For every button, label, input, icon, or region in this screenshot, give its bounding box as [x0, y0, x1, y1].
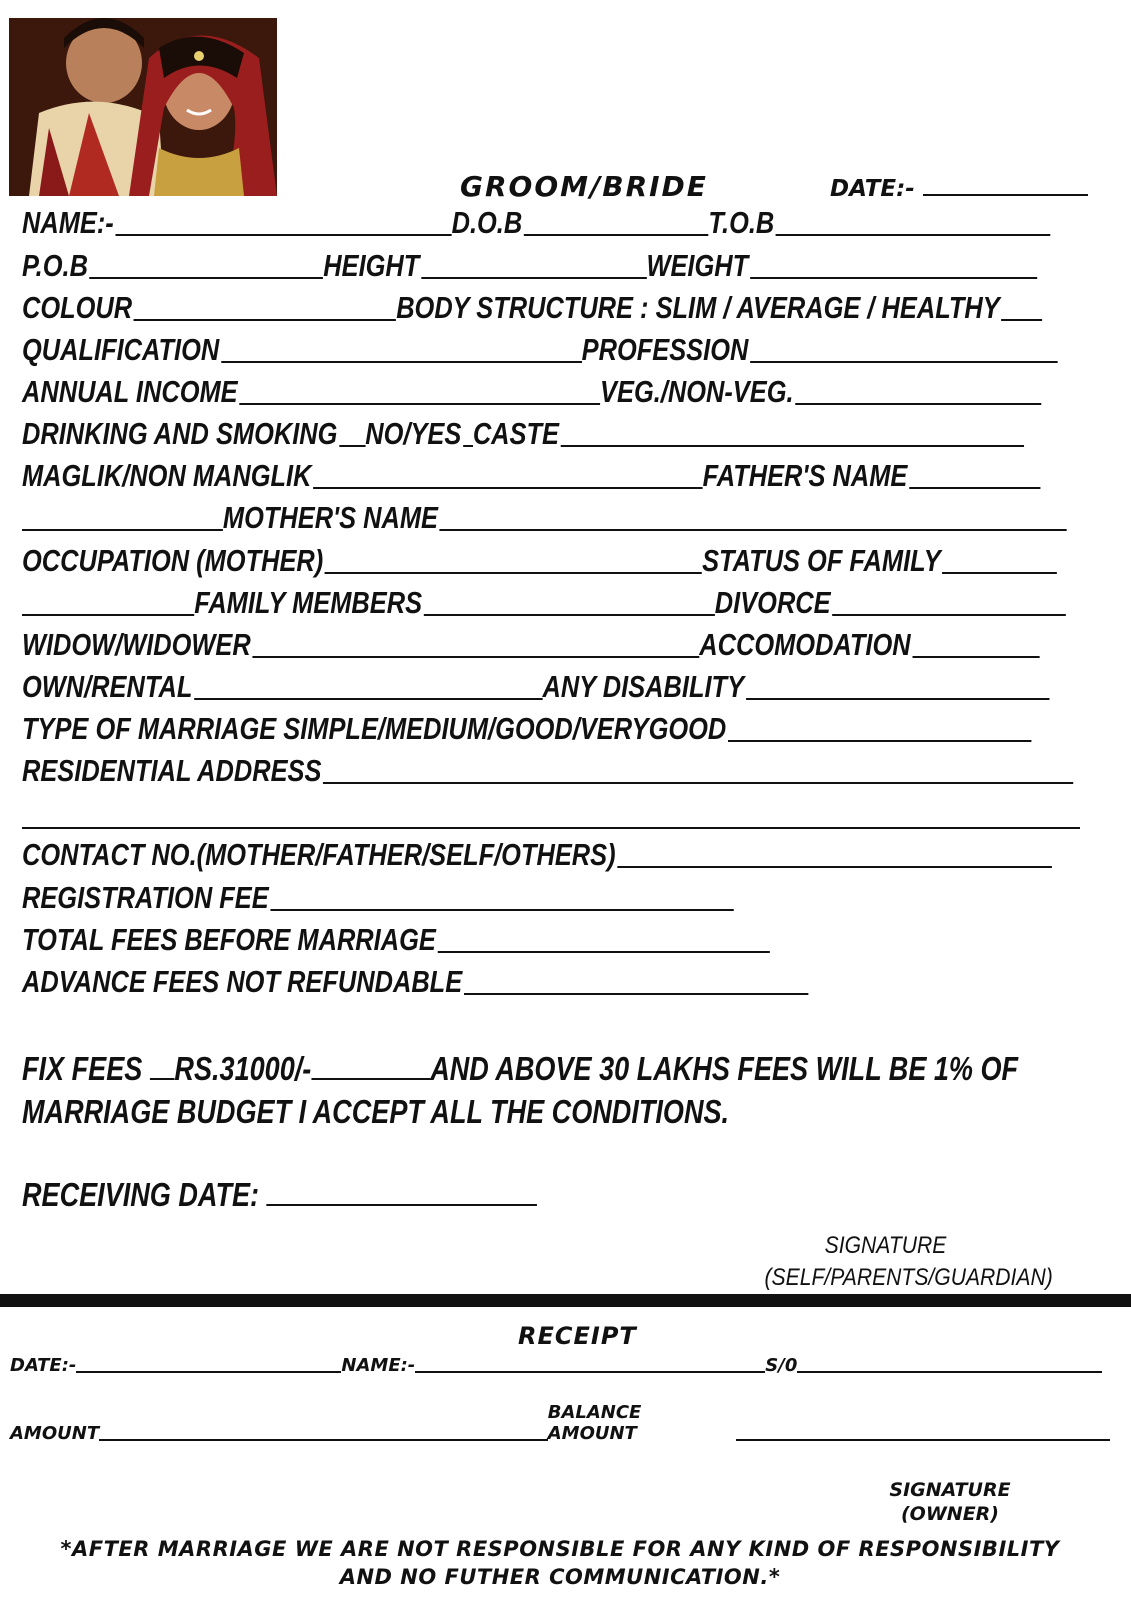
terms-line1-rest: AND ABOVE 30 LAKHS FEES WILL BE 1% OF: [430, 1050, 1019, 1087]
date-label: DATE:-: [830, 176, 915, 202]
row-drinking: [22, 417, 1104, 451]
form-date: [830, 176, 1088, 202]
drinking-blank[interactable]: [339, 419, 365, 447]
receipt-so-label: S/0: [765, 1355, 798, 1376]
row-advance-fees: [22, 965, 1104, 999]
receipt-date-field[interactable]: [76, 1357, 341, 1373]
divorce-field[interactable]: [832, 588, 1066, 616]
receipt-balance-field[interactable]: [736, 1425, 1110, 1441]
fix-fees-label: FIX FEES: [22, 1050, 143, 1087]
qualification-field[interactable]: [221, 335, 582, 363]
row-name: [22, 206, 1104, 240]
pob-field[interactable]: [90, 251, 324, 279]
address-label: RESIDENTIAL ADDRESS: [22, 753, 322, 788]
registration-fee-label: REGISTRATION FEE: [22, 880, 269, 915]
total-fees-field[interactable]: [437, 925, 769, 953]
family-members-field[interactable]: [424, 588, 715, 616]
receipt-amount-label: AMOUNT: [10, 1423, 100, 1444]
status-family-field-cont[interactable]: [22, 588, 194, 616]
accomodation-field[interactable]: [912, 630, 1039, 658]
owner-signature-label: SIGNATURE: [889, 1479, 1011, 1501]
height-field[interactable]: [421, 251, 647, 279]
mother-field[interactable]: [440, 503, 1067, 531]
tob-label: T.O.B: [708, 205, 775, 240]
qualification-label: QUALIFICATION: [22, 332, 220, 367]
footer-line-2: AND NO FUTHER COMMUNICATION.*: [339, 1565, 781, 1589]
veg-label: VEG./NON-VEG.: [600, 374, 794, 409]
occupation-mother-field[interactable]: [325, 546, 702, 574]
applicant-signature: [764, 1230, 1053, 1294]
mother-label: MOTHER'S NAME: [222, 500, 438, 535]
veg-field[interactable]: [795, 377, 1041, 405]
receipt-row-1: [10, 1355, 1110, 1376]
footer-line-1: *AFTER MARRIAGE WE ARE NOT RESPONSIBLE FOR ANY KIND OF RESPONSIBILITY: [60, 1537, 1060, 1561]
manglik-field[interactable]: [313, 461, 703, 489]
row-pob: [22, 249, 1104, 283]
address-field-line2[interactable]: [22, 827, 1080, 829]
drinking-label: DRINKING AND SMOKING: [22, 416, 338, 451]
receipt-date-label: DATE:-: [10, 1355, 77, 1376]
colour-field[interactable]: [134, 293, 396, 321]
row-contact: [22, 838, 1104, 872]
manglik-label: MAGLIK/NON MANGLIK: [22, 458, 312, 493]
family-members-label: FAMILY MEMBERS: [194, 585, 423, 620]
fix-fees-amount: RS.31000/-: [174, 1050, 312, 1087]
body-structure-label: BODY STRUCTURE : SLIM / AVERAGE / HEALTHY: [396, 290, 1000, 325]
receipt-balance-label: BALANCE AMOUNT: [547, 1402, 642, 1444]
widow-field[interactable]: [252, 630, 699, 658]
row-registration-fee: [22, 881, 1104, 915]
drinking-blank-2[interactable]: [463, 419, 473, 447]
father-field-cont[interactable]: [22, 503, 223, 531]
form-title: GROOM/BRIDE: [460, 170, 708, 203]
status-family-label: STATUS OF FAMILY: [702, 543, 941, 578]
applicant-signature-who: (SELF/PARENTS/GUARDIAN): [764, 1264, 1053, 1291]
receipt-row-2: [10, 1402, 1110, 1444]
drinking-value: NO/YES: [365, 416, 462, 451]
disability-label: ANY DISABILITY: [542, 669, 745, 704]
advance-fees-field[interactable]: [464, 967, 808, 995]
row-income: [22, 375, 1104, 409]
receipt-title: RECEIPT: [518, 1322, 637, 1350]
name-field[interactable]: [115, 208, 451, 236]
status-family-field[interactable]: [942, 546, 1057, 574]
body-structure-field[interactable]: [1001, 293, 1042, 321]
contact-label: CONTACT NO.(MOTHER/FATHER/SELF/OTHERS): [22, 837, 616, 872]
row-own-rental: [22, 670, 1104, 704]
row-total-fees: [22, 923, 1104, 957]
fix-fees-blank-1: [150, 1054, 175, 1080]
annual-income-label: ANNUAL INCOME: [22, 374, 238, 409]
row-widow: [22, 628, 1104, 662]
caste-label: CASTE: [472, 416, 559, 451]
father-label: FATHER'S NAME: [702, 458, 908, 493]
row-mother: [22, 501, 1104, 535]
total-fees-label: TOTAL FEES BEFORE MARRIAGE: [22, 922, 436, 957]
contact-field[interactable]: [617, 840, 1052, 868]
height-label: HEIGHT: [323, 248, 420, 283]
dob-field[interactable]: [524, 208, 709, 236]
profession-label: PROFESSION: [581, 332, 749, 367]
weight-field[interactable]: [750, 251, 1037, 279]
row-marriage-type: [22, 712, 1104, 746]
receiving-date-field[interactable]: [267, 1180, 538, 1206]
caste-field[interactable]: [561, 419, 1024, 447]
own-rental-label: OWN/RENTAL: [22, 669, 193, 704]
address-field[interactable]: [323, 756, 1073, 784]
terms-line-2: MARRIAGE BUDGET I ACCEPT ALL THE CONDITIONS.: [22, 1093, 730, 1130]
terms-line-1: [22, 1050, 1018, 1088]
row-occupation: [22, 544, 1104, 578]
fix-fees-blank-2: [311, 1054, 430, 1080]
annual-income-field[interactable]: [239, 377, 600, 405]
receiving-date-row: [22, 1176, 537, 1214]
couple-photo: [9, 18, 277, 196]
own-rental-field[interactable]: [194, 672, 543, 700]
father-field[interactable]: [909, 461, 1040, 489]
receipt-name-field[interactable]: [415, 1357, 765, 1373]
tob-field[interactable]: [776, 208, 1051, 236]
owner-signature-who: (OWNER): [901, 1503, 999, 1525]
owner-signature: [870, 1478, 1030, 1526]
name-label: NAME:-: [22, 205, 114, 240]
row-manglik: [22, 459, 1104, 493]
advance-fees-label: ADVANCE FEES NOT REFUNDABLE: [22, 964, 463, 999]
occupation-mother-label: OCCUPATION (MOTHER): [22, 543, 324, 578]
receipt-name-label: NAME:-: [341, 1355, 416, 1376]
footer-disclaimer: [60, 1535, 1060, 1591]
registration-fee-field[interactable]: [270, 883, 733, 911]
applicant-signature-label: SIGNATURE: [824, 1232, 947, 1259]
marriage-type-field[interactable]: [728, 714, 1031, 742]
receiving-date-label: RECEIVING DATE:: [22, 1176, 260, 1213]
row-qualification: [22, 333, 1104, 367]
disability-field[interactable]: [746, 672, 1049, 700]
colour-label: COLOUR: [22, 290, 133, 325]
date-line[interactable]: [923, 178, 1088, 196]
marriage-type-label: TYPE OF MARRIAGE SIMPLE/MEDIUM/GOOD/VERYGOOD: [22, 711, 727, 746]
widow-label: WIDOW/WIDOWER: [22, 627, 251, 662]
weight-label: WEIGHT: [646, 248, 749, 283]
section-divider: [0, 1294, 1131, 1307]
pob-label: P.O.B: [22, 248, 88, 283]
profession-field[interactable]: [750, 335, 1058, 363]
accomodation-label: ACCOMODATION: [699, 627, 911, 662]
receipt-amount-field[interactable]: [99, 1425, 548, 1441]
row-family-members: [22, 586, 1104, 620]
divorce-label: DIVORCE: [714, 585, 831, 620]
receipt-so-field[interactable]: [797, 1357, 1102, 1373]
dob-label: D.O.B: [451, 205, 523, 240]
row-colour: [22, 291, 1104, 325]
row-address: [22, 754, 1104, 788]
